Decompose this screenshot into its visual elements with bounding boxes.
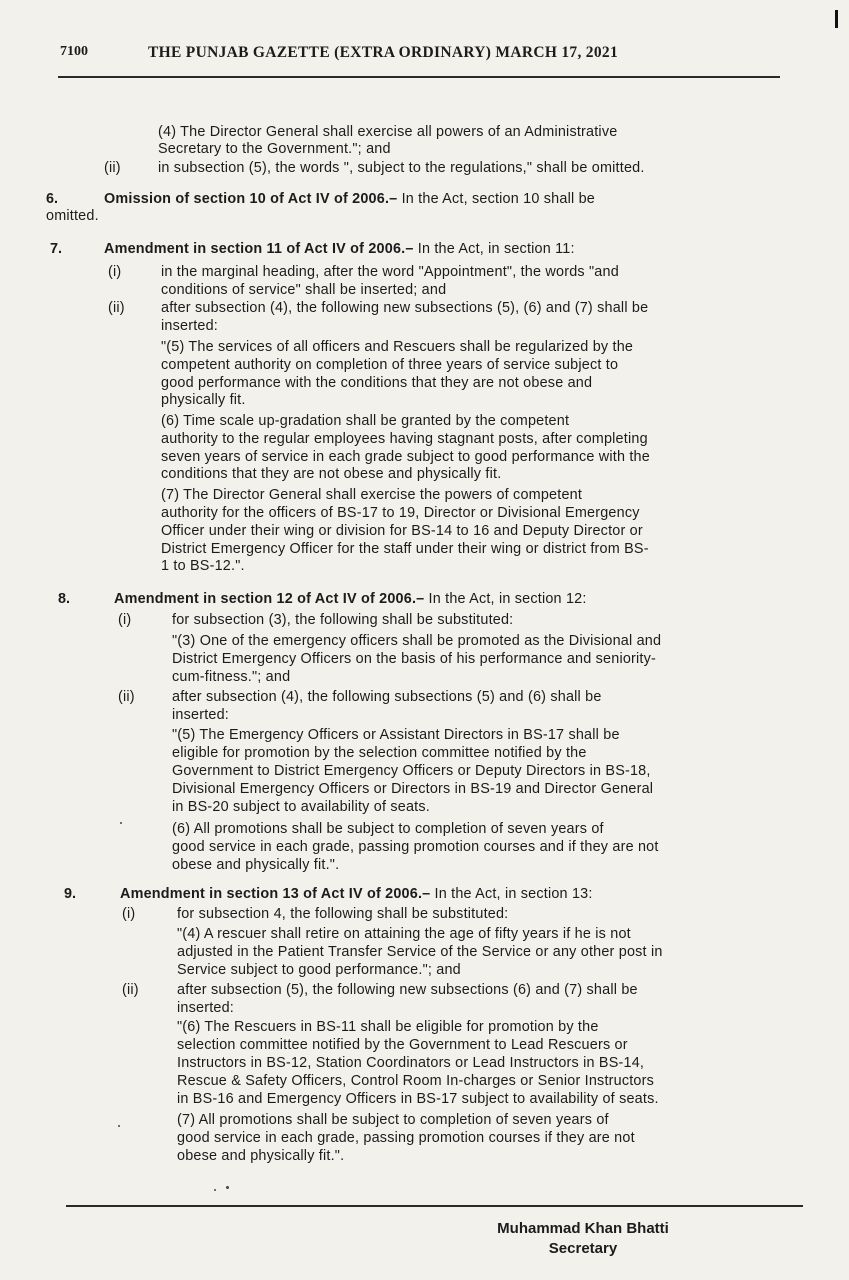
item-text: for subsection (3), the following shall be substituted: <box>172 612 514 628</box>
header-rule <box>58 76 780 78</box>
item-text: after subsection (4), the following subsections (5) and (6) shall be <box>172 689 602 705</box>
para-text: Instructors in BS-12, Station Coordinators or Lead Instructors in BS-14, <box>177 1055 645 1071</box>
para-text: District Emergency Officers on the basis of his performance and seniority- <box>172 651 657 667</box>
para-text: (7) All promotions shall be subject to completion of seven years of <box>177 1112 609 1128</box>
item-marker: (ii) <box>118 689 135 705</box>
para-text: in BS-16 and Emergency Officers in BS-17 subject to availability of seats. <box>177 1091 659 1107</box>
gazette-title: THE PUNJAB GAZETTE (EXTRA ORDINARY) MARCH 17, 2021 <box>148 44 619 61</box>
para-text: Rescue & Safety Officers, Control Room In-charges or Senior Instructors <box>177 1073 655 1089</box>
para-text: "(5) The Emergency Officers or Assistant Directors in BS-17 shall be <box>172 727 620 743</box>
item-text: after subsection (5), the following new subsections (6) and (7) shall be <box>177 982 638 998</box>
para-text: selection committee notified by the Government to Lead Rescuers or <box>177 1037 628 1053</box>
section-heading: Amendment in section 12 of Act IV of 2006.– <box>114 591 425 607</box>
footer-rule <box>66 1205 803 1207</box>
para-text: good service in each grade, passing promotion courses and if they are not <box>172 839 659 855</box>
subsection-4-line2: Secretary to the Government."; and <box>158 141 391 157</box>
para-text: "(5) The services of all officers and Rescuers shall be regularized by the <box>161 339 634 355</box>
page-number: 7100 <box>60 44 88 59</box>
para-text: Government to District Emergency Officers or Deputy Directors in BS-18, <box>172 763 651 779</box>
para-text: authority for the officers of BS-17 to 19, Director or Divisional Emergency <box>161 505 640 521</box>
item-text: inserted: <box>161 318 218 334</box>
item-text: in the marginal heading, after the word "Appointment", the words "and <box>161 264 619 280</box>
signatory-title: Secretary <box>548 1240 618 1257</box>
para-text: "(4) A rescuer shall retire on attaining the age of fifty years if he is not <box>177 926 631 942</box>
section-8-line1 <box>114 591 587 609</box>
section-number: 9. <box>64 886 77 902</box>
para-text: adjusted in the Patient Transfer Service of the Service or any other post in <box>177 944 663 960</box>
section-text: In the Act, in section 12: <box>424 591 587 607</box>
item-marker: (ii) <box>104 160 121 176</box>
para-text: Divisional Emergency Officers or Directors in BS-19 and Director General <box>172 781 654 797</box>
section-text: In the Act, in section 11: <box>413 241 575 257</box>
para-text: eligible for promotion by the selection committee notified by the <box>172 745 587 761</box>
section-number: 8. <box>58 591 71 607</box>
para-text: "(6) The Rescuers in BS-11 shall be eligible for promotion by the <box>177 1019 599 1035</box>
scan-speck <box>120 822 122 824</box>
scan-speck <box>118 1125 120 1127</box>
para-text: Officer under their wing or division for BS-14 to 16 and Deputy Director or <box>161 523 643 539</box>
section-heading: Amendment in section 11 of Act IV of 2006.– <box>104 241 414 257</box>
subsection-4-line1: (4) The Director General shall exercise all powers of an Administrative <box>158 124 618 140</box>
para-text: 1 to BS-12.". <box>161 558 245 574</box>
section-number: 6. <box>46 191 59 207</box>
item-marker: (i) <box>108 264 122 280</box>
section-9-line1 <box>120 886 593 904</box>
para-text: authority to the regular employees having stagnant posts, after completing <box>161 431 648 447</box>
para-text: good performance with the conditions that they are not obese and <box>161 375 593 391</box>
item-text: conditions of service" shall be inserted; and <box>161 282 447 298</box>
section-heading: Amendment in section 13 of Act IV of 2006.– <box>120 886 431 902</box>
para-text: Service subject to good performance."; and <box>177 962 461 978</box>
para-text: obese and physically fit.". <box>172 857 340 873</box>
para-text: competent authority on completion of three years of service subject to <box>161 357 619 373</box>
item-marker: (ii) <box>108 300 125 316</box>
scan-speck <box>226 1186 229 1189</box>
para-text: (7) The Director General shall exercise the powers of competent <box>161 487 583 503</box>
para-text: seven years of service in each grade subject to good performance with the <box>161 449 650 465</box>
section-text: In the Act, section 10 shall be <box>397 191 595 207</box>
para-text: (6) Time scale up-gradation shall be granted by the competent <box>161 413 570 429</box>
para-text: District Emergency Officer for the staff under their wing or district from BS- <box>161 541 649 557</box>
item-text: inserted: <box>172 707 229 723</box>
para-text: cum-fitness."; and <box>172 669 291 685</box>
section-heading: Omission of section 10 of Act IV of 2006.– <box>104 191 398 207</box>
item-marker: (i) <box>122 906 136 922</box>
section-number: 7. <box>50 241 63 257</box>
para-text: conditions that they are not obese and physically fit. <box>161 466 502 482</box>
item-marker: (i) <box>118 612 132 628</box>
signatory-name: Muhammad Khan Bhatti <box>497 1220 669 1237</box>
para-text: physically fit. <box>161 392 246 408</box>
scan-speck <box>214 1189 216 1191</box>
corner-mark <box>835 10 838 28</box>
item-text: inserted: <box>177 1000 234 1016</box>
section-6-line2: omitted. <box>46 208 99 224</box>
item-text: after subsection (4), the following new subsections (5), (6) and (7) shall be <box>161 300 649 316</box>
para-text: (6) All promotions shall be subject to completion of seven years of <box>172 821 604 837</box>
item-text: for subsection 4, the following shall be substituted: <box>177 906 509 922</box>
para-text: good service in each grade, passing promotion courses if they are not <box>177 1130 635 1146</box>
section-6-line1 <box>104 191 595 209</box>
para-text: obese and physically fit.". <box>177 1148 345 1164</box>
para-text: "(3) One of the emergency officers shall be promoted as the Divisional and <box>172 633 662 649</box>
para-text: in BS-20 subject to availability of seats. <box>172 799 430 815</box>
section-7-line1 <box>104 241 575 259</box>
item-text: in subsection (5), the words ", subject to the regulations," shall be omitted. <box>158 160 645 176</box>
section-text: In the Act, in section 13: <box>430 886 593 902</box>
item-marker: (ii) <box>122 982 139 998</box>
